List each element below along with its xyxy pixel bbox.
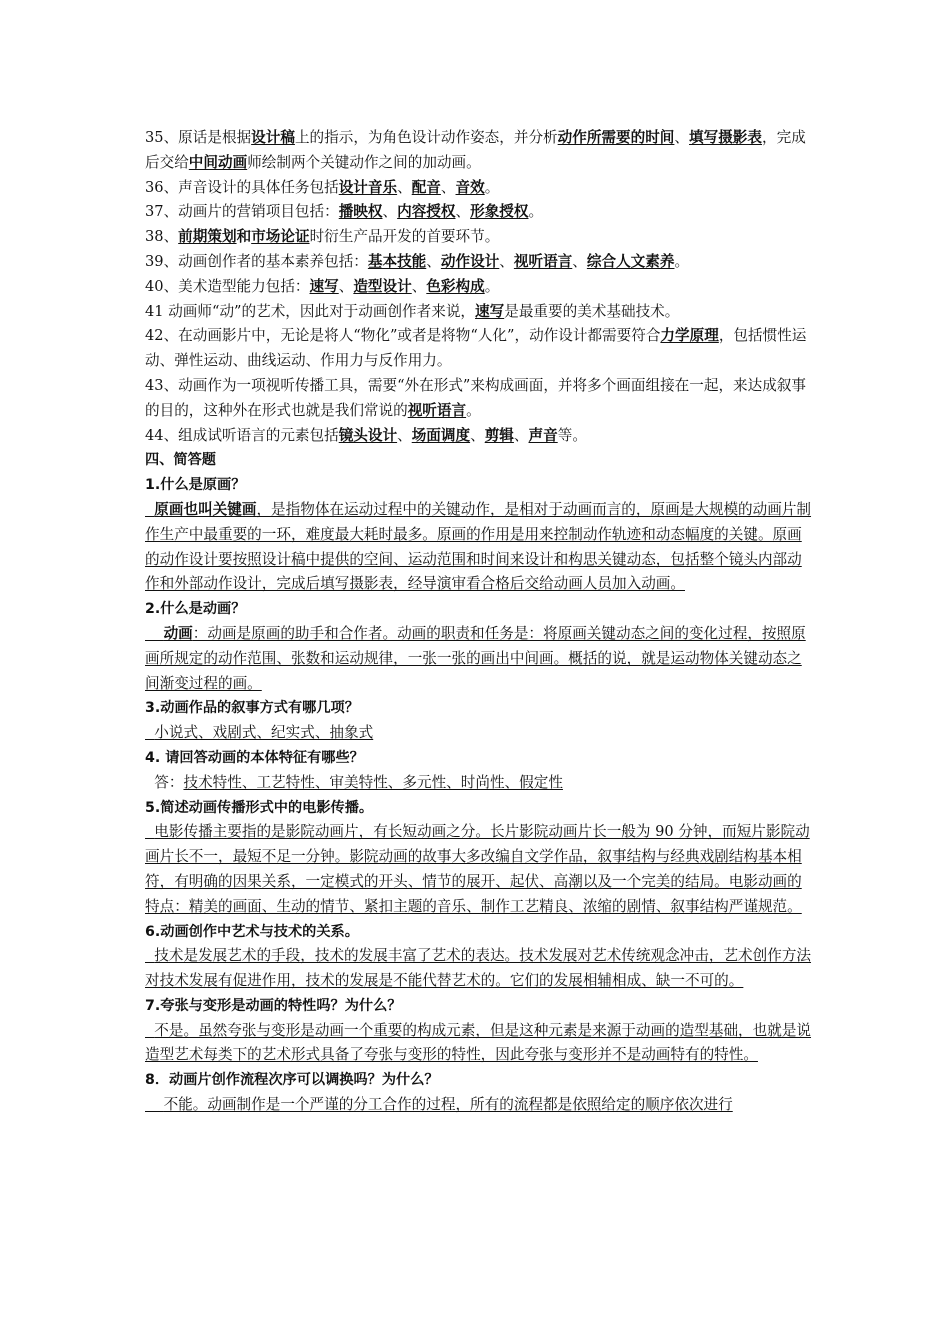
answer-blank: 基本技能 (367, 252, 427, 270)
answer-lead: 原画也叫关键画 (154, 500, 257, 518)
fill-in-item-q35 (145, 126, 815, 176)
answer-blank: 播映权 (338, 203, 383, 221)
text-run: 、 (470, 426, 485, 444)
answer-prefix: 答： (154, 773, 184, 791)
text-run: 、 (382, 203, 398, 221)
answer-blank: 速写 (309, 277, 339, 295)
answer-blank: 声音 (528, 426, 558, 444)
text-run: 、 (513, 426, 529, 444)
text-run: 。 (484, 178, 500, 196)
fill-in-item-q44 (145, 424, 815, 449)
answer-4 (145, 771, 815, 796)
answer-blank: 综合人文素养 (586, 252, 675, 270)
text-run: 36、声音设计的具体任务包括 (145, 178, 339, 196)
answer-text: 技术是发展艺术的手段，技术的发展丰富了艺术的表达。技术发展对艺术传统观念冲击，艺术创作方法对技术发展有促进作用，技术的发展是不能代替艺术的。它们的发展相辅相成、缺一不可的。 (145, 947, 812, 990)
text-run: 时衍生产品开发的首要环节。 (309, 228, 500, 246)
answer-blank: 视听语言 (513, 252, 573, 270)
answer-blank: 镜头设计 (338, 426, 398, 444)
text-run: 、 (411, 277, 427, 295)
text-run: 是最重要的美术基础技术。 (504, 302, 680, 320)
text-run: ，包括惯性运动、弹性运动、曲线运动、作用力与反作用力。 (145, 327, 807, 370)
answer-blank: 场面调度 (411, 426, 471, 444)
answer-blank: 视听语言 (407, 401, 467, 419)
answer-blank: 色彩构成 (426, 277, 485, 295)
fill-in-item-q43 (145, 374, 815, 424)
text-run: 、 (338, 277, 354, 295)
text-run: 、 (499, 252, 514, 270)
answer-blank: 力学原理 (660, 327, 719, 345)
text-run: 37、动画片的营销项目包括： (145, 203, 339, 221)
text-run: 、 (397, 178, 412, 196)
answer-text: 不能。动画制作是一个严谨的分工合作的过程，所有的流程都是依照给定的顺序依次进行 (163, 1096, 733, 1114)
fill-in-item-q42 (145, 324, 815, 374)
answer-blank: 设计稿 (251, 129, 295, 146)
answer-text: 技术特性、工艺特性、审美特性、多元性、时尚性、假定性 (183, 773, 563, 791)
text-run: 。 (484, 277, 500, 295)
question-6: 6.动画创作中艺术与技术的关系。 (145, 923, 359, 940)
question-2: 2.什么是动画？ (145, 601, 246, 618)
text-run: 。 (466, 401, 481, 419)
answer-blank: 速写 (475, 302, 505, 320)
answer-text: 电影传播主要指的是影院动画片，有长短动画之分。长片影院动画片长一般为 90 分钟，而短片影院动画片长不一，最短不足一分钟。影院动画的故事大多改编自文学作品，叙事结构与经典戏剧结构基本相符，有明确的因果关系，一定模式的开头、情节的展开、起伏、高潮以及一个完美的结局。电影动画的特点：精美的画面、生动的情节、紧扣主题的音乐、制作工艺精良、浓缩的剧情、叙事结构严谨规范。 (145, 823, 810, 915)
question-5: 5.简述动画传播形式中的电影传播。 (145, 799, 374, 816)
answer-text: ，是指物体在运动过程中的关键动作，是相对于动画而言的，原画是大规模的动画片制作生产中最重要的一环，难度最大耗时最多。原画的作用是用来控制动作轨迹和动态幅度的关键。原画的动作设计要按照设计稿中提供的空间、运动范围和时间来设计和构思关键动态，包括整个镜头内部动作和外部动作设计，完成后填写摄影表，经导演审看合格后交给动画人员加入动画。 (145, 500, 812, 593)
answer-text: ：动画是原画的助手和合作者。动画的职责和任务是：将原画关键动态之间的变化过程，按照原画所规定的动作范围、张数和运动规律，一张一张的画出中间画。概括的说，就是运动物体关键动态之间渐变过程的画。 (145, 624, 806, 692)
fill-in-item-q36 (145, 176, 815, 201)
answer-blank: 配音 (411, 178, 441, 196)
text-run: 、 (440, 178, 456, 196)
question-1: 1.什么是原画？ (145, 477, 246, 494)
text-run: 43、动画作为一项视听传播工具，需要“外在形式”来构成画面，并将多个画面组接在一起，来达成叙事的目的，这种外在形式也就是我们常说的 (145, 376, 807, 419)
text-run: 上的指示，为角色设计动作姿态，并分析 (294, 129, 558, 146)
answer-text: 不是。虽然夸张与变形是动画一个重要的构成元素，但是这种元素是来源于动画的造型基础，也就是说造型艺术每类下的艺术形式具备了夸张与变形的特性，因此夸张与变形并不是动画特有的特性。 (145, 1021, 812, 1064)
answer-blank: 剪辑 (484, 426, 514, 444)
qa-list (145, 473, 815, 1118)
text-run: 、 (674, 129, 690, 146)
answer-7 (145, 1019, 815, 1069)
fill-in-list (145, 126, 815, 448)
text-run: 等。 (557, 426, 587, 444)
answer-blank: 前期策划 (178, 228, 237, 246)
text-run: 35、原话是根据 (145, 129, 252, 146)
answer-3 (145, 721, 815, 746)
text-run: 、 (426, 252, 441, 270)
fill-in-item-q37 (145, 200, 815, 225)
question-8: 8．动画片创作流程次序可以调换吗？为什么？ (145, 1072, 439, 1089)
bold-text: 和 (236, 228, 252, 246)
answer-blank: 形象授权 (470, 203, 529, 221)
answer-8 (145, 1093, 815, 1118)
answer-1 (145, 498, 815, 597)
text-run: 、 (572, 252, 587, 270)
text-run: 。 (674, 252, 690, 270)
answer-blank: 内容授权 (397, 203, 456, 221)
question-4: 4. 请回答动画的本体特征有哪些？ (145, 749, 364, 766)
answer-blank: 市场论证 (251, 228, 310, 246)
answer-blank: 中间动画 (188, 153, 248, 171)
text-run: 40、美术造型能力包括： (145, 277, 310, 295)
answer-blank: 造型设计 (353, 277, 412, 295)
text-run: 师绘制两个关键动作之间的加动画。 (247, 153, 481, 171)
answer-blank: 动作设计 (440, 252, 500, 270)
question-3: 3.动画作品的叙事方式有哪几项？ (145, 700, 359, 717)
text-run: 41 动画师“动”的艺术，因此对于动画创作者来说， (145, 302, 476, 320)
fill-in-item-q41 (145, 300, 815, 325)
fill-in-item-q40 (145, 275, 815, 300)
answer-2 (145, 622, 815, 696)
answer-lead: 动画 (163, 624, 193, 642)
text-run: 、 (397, 426, 412, 444)
question-7: 7.夸张与变形是动画的特性吗？为什么？ (145, 997, 402, 1014)
answer-5 (145, 820, 815, 919)
answer-blank: 音效 (455, 178, 485, 196)
section-title: 四、简答题 (145, 452, 216, 469)
answer-blank: 设计音乐 (338, 178, 398, 196)
answer-6 (145, 944, 815, 994)
text-run: 42、在动画影片中，无论是将人“物化”或者是将物“人化”，动作设计都需要符合 (145, 327, 661, 345)
answer-blank: 动作所需要的时间 (557, 129, 675, 146)
text-run: 44、组成试听语言的元素包括 (145, 426, 339, 444)
text-run: 。 (528, 203, 544, 221)
text-run: 39、动画创作者的基本素养包括： (145, 252, 368, 270)
fill-in-item-q38 (145, 225, 815, 250)
text-run: 38、 (145, 228, 179, 246)
text-run: ，完成后交给 (145, 129, 806, 171)
fill-in-item-q39 (145, 250, 815, 275)
answer-blank: 填写摄影表 (689, 129, 762, 146)
document-page (145, 126, 815, 1118)
text-run: 、 (455, 203, 471, 221)
answer-text: 小说式、戏剧式、纪实式、抽象式 (154, 724, 374, 742)
